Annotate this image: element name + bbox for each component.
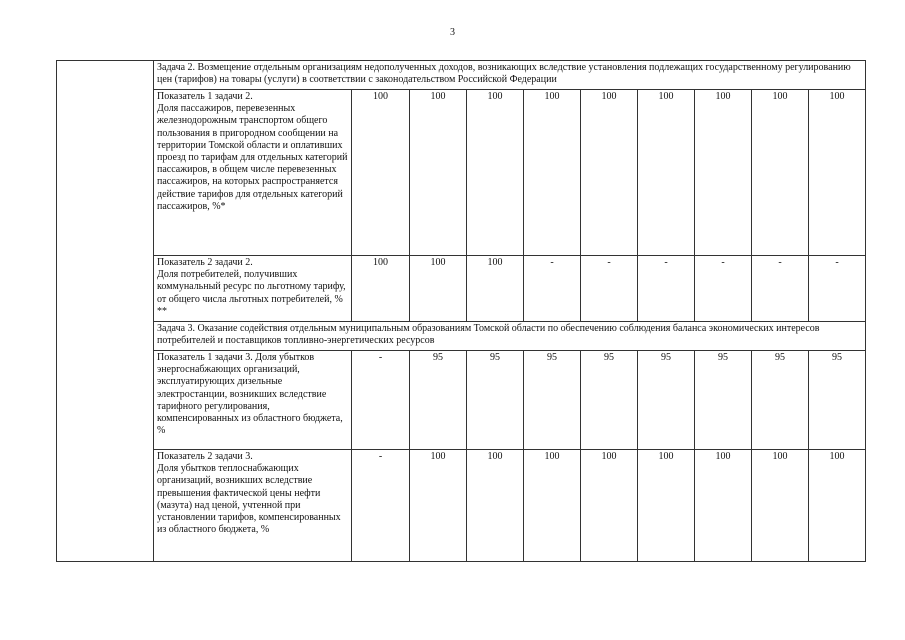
indicators-table [56,60,866,562]
table-row-indicator [57,351,866,450]
value-cell: 95 [410,351,467,450]
task-heading: Задача 2. Возмещение отдельным организациям недополученных доходов, возникающих вследствие установления подлежащих государственному регулированию цен (тарифов) на товары (услуги) в соответствии с законодательством Российской Федерации [154,61,866,90]
value-cell: 100 [467,256,524,322]
value-cell: 100 [752,450,809,562]
value-cell: 100 [352,256,410,322]
left-blank-cell [57,61,154,562]
table-row-indicator [57,256,866,322]
value-cell: - [638,256,695,322]
table-row-task [57,322,866,351]
indicator-label: Показатель 2 задачи 2. Доля потребителей, получивших коммунальный ресурс по льготному тарифу, от общего числа льготных потребителей, % ** [154,256,352,322]
page-number: 3 [450,27,455,38]
value-cell: 100 [352,90,410,256]
value-cell: 95 [581,351,638,450]
value-cell: 100 [752,90,809,256]
value-cell: 100 [410,256,467,322]
value-cell: 95 [695,351,752,450]
value-cell: 100 [638,450,695,562]
value-cell: 95 [524,351,581,450]
indicator-label: Показатель 1 задачи 2. Доля пассажиров, перевезенных железнодорожным транспортом общего пользования в пригородном сообщении на территории Томской области и оплативших проезд по тарифам для отдельных категорий пассажиров, в общем числе перевезенных пассажиров, на которых распространяется действие тарифов для отдельных категорий пассажиров, %* [154,90,352,256]
table-row-indicator [57,90,866,256]
table-row-task [57,61,866,90]
value-cell: 100 [524,90,581,256]
value-cell: 100 [410,450,467,562]
value-cell: 100 [581,90,638,256]
value-cell: 95 [638,351,695,450]
value-cell: 100 [410,90,467,256]
value-cell: - [695,256,752,322]
value-cell: 95 [809,351,866,450]
value-cell: 100 [581,450,638,562]
value-cell: - [809,256,866,322]
value-cell: - [581,256,638,322]
value-cell: - [524,256,581,322]
value-cell: 100 [695,450,752,562]
task-heading: Задача 3. Оказание содействия отдельным муниципальным образованиям Томской области по обеспечению соблюдения баланса экономических интересов потребителей и поставщиков топливно-энергетических ресурсов [154,322,866,351]
value-cell: - [352,351,410,450]
value-cell: 100 [809,90,866,256]
table-row-indicator [57,450,866,562]
value-cell: 100 [695,90,752,256]
value-cell: 100 [467,450,524,562]
value-cell: 100 [638,90,695,256]
value-cell: - [352,450,410,562]
value-cell: 100 [467,90,524,256]
value-cell: 100 [524,450,581,562]
value-cell: 95 [467,351,524,450]
value-cell: 95 [752,351,809,450]
value-cell: 100 [809,450,866,562]
value-cell: - [752,256,809,322]
indicator-label: Показатель 2 задачи 3. Доля убытков теплоснабжающих организаций, возникших вследствие превышения фактической цены нефти (мазута) над ценой, учтенной при установлении тарифов, компенсированных из областного бюджета, % [154,450,352,562]
indicator-label: Показатель 1 задачи 3. Доля убытков энергоснабжающих организаций, эксплуатирующих дизельные электростанции, возникших вследствие тарифного регулирования, компенсированных из областного бюджета, % [154,351,352,450]
